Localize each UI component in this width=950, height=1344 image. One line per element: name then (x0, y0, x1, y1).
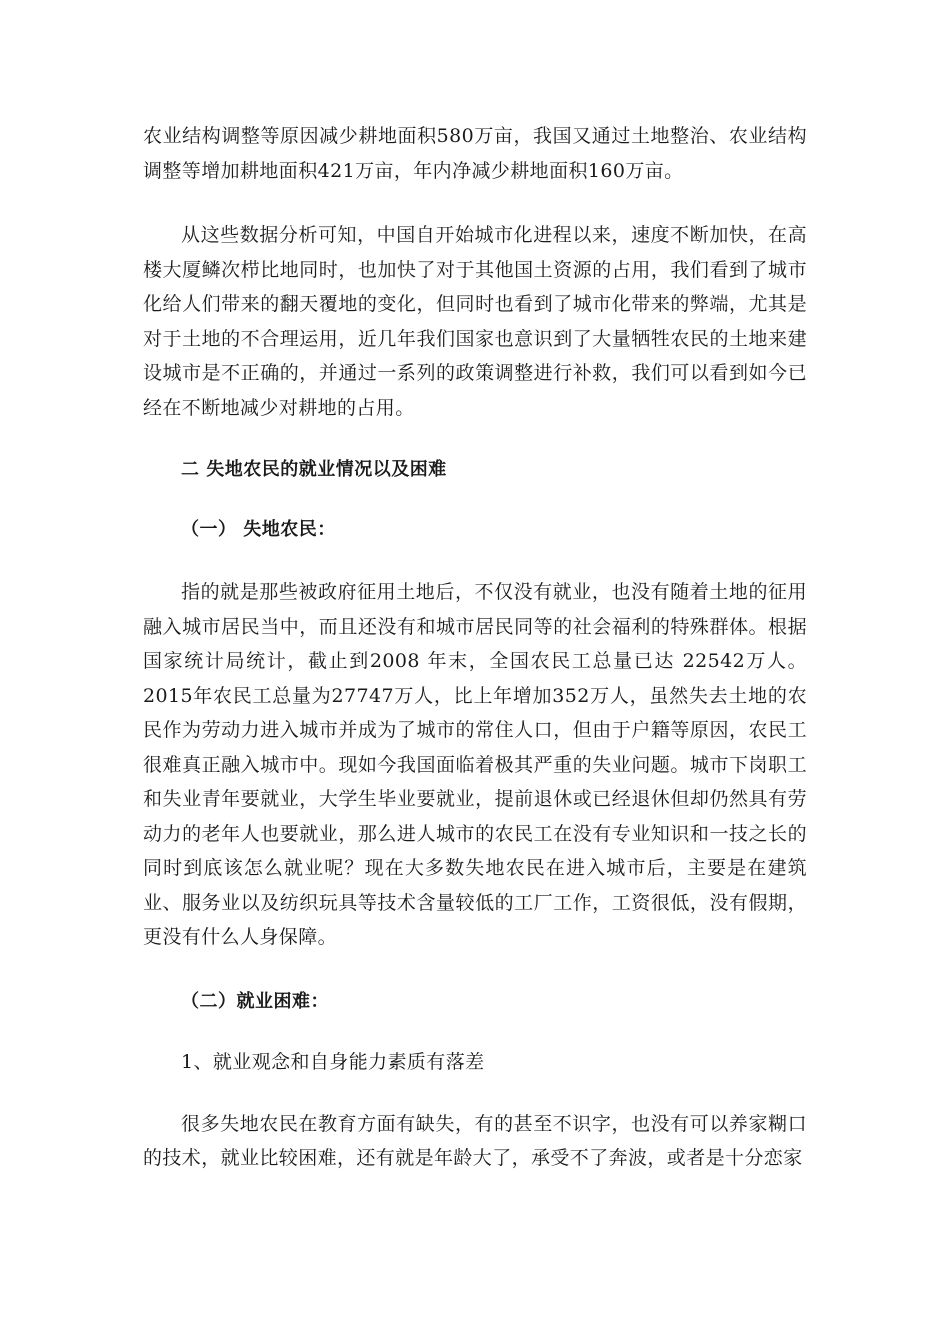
subsection-heading-employment-difficulty: （二）就业困难： (181, 990, 329, 1012)
list-item-employment-concept: 1、就业观念和自身能力素质有落差 (181, 1050, 485, 1073)
subsection-heading-landless-farmers: （一） 失地农民： (181, 519, 336, 540)
document-page (143, 119, 807, 1176)
paragraph-landless-farmers-definition: 指的就是那些被政府征用土地后，不仅没有就业，也没有随着土地的征用融入城市居民当中，而且还没有和城市居民同等的社会福利的特殊群体。根据国家统计局统计，截止到2008 年末，全国农民工总量已达 22542万人。2015年农民工总量为27747万人，比上年增加352万人，虽然失去土地的农民作为劳动力进入城市并成为了城市的常住人口，但由于户籍等原因，农民工很难真正融入城市中。现如今我国面临着极其严重的失业问题。城市下岗职工和失业青年要就业，大学生毕业要就业，提前退休或已经退休但却仍然具有劳动力的老年人也要就业，那么进人城市的农民工在没有专业知识和一技之长的同时到底该怎么就业呢？现在大多数失地农民在进入城市后，主要是在建筑业、服务业以及纺织玩具等技术含量较低的工厂工作，工资很低，没有假期，更没有什么人身保障。 (143, 581, 807, 948)
paragraph-urbanization-analysis: 从这些数据分析可知，中国自开始城市化进程以来，速度不断加快，在高楼大厦鳞次栉比地同时，也加快了对于其他国土资源的占用，我们看到了城市化给人们带来的翻天覆地的变化，但同时也看到了城市化带来的弊端，尤其是对于土地的不合理运用，近几年我们国家也意识到了大量牺牲农民的土地来建设城市是不正确的，并通过一系列的政策调整进行补救，我们可以看到如今已经在不断地减少对耕地的占用。 (143, 224, 807, 419)
paragraph-education-lack: 很多失地农民在教育方面有缺失，有的甚至不识字，也没有可以养家糊口的技术，就业比较困难，还有就是年龄大了，承受不了奔波，或者是十分恋家 (143, 1112, 807, 1169)
paragraph-farmland-data: 农业结构调整等原因减少耕地面积580万亩，我国又通过土地整治、农业结构调整等增加耕地面积421万亩，年内净减少耕地面积160万亩。 (143, 125, 807, 182)
section-heading-employment: 二 失地农民的就业情况以及困难 (181, 459, 447, 480)
